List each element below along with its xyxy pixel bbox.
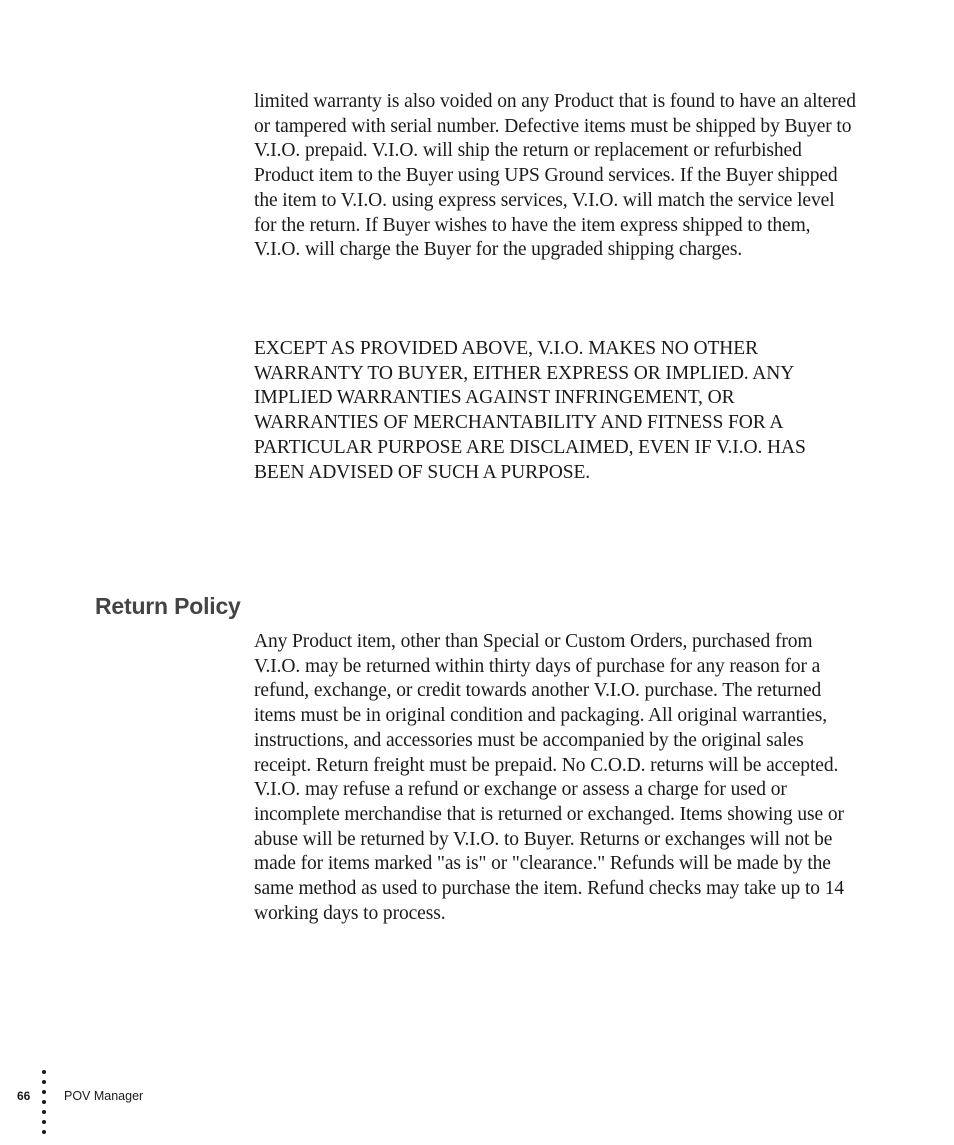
return-policy-paragraph: Any Product item, other than Special or Custom Orders, purchased from V.I.O. may be returned within thirty days of purchase for any reason for a refund, exchange, or credit towards another V.I.O. purchase. The returned items must be in original condition and packaging. All original warranties, instructions, and accessories must be accompanied by the original sales receipt. Return freight must be prepaid. No C.O.D. returns will be accepted. V.I.O. may refuse a refund or exchange or assess a charge for used or incomplete merchandise that is returned or exchanged. Items showing use or abuse will be returned by V.I.O. to Buyer. Returns or exchanges will not be made for items marked "as is" or "clearance." Refunds will be made by the same method as used to purchase the item. Refund checks may take up to 14 working days to process. [254, 631, 844, 924]
divider-dot [42, 1080, 46, 1084]
page-number: 66 [17, 1089, 31, 1103]
divider-dot [42, 1090, 46, 1094]
page-footer [0, 1066, 300, 1136]
divider-dot [42, 1120, 46, 1124]
document-title: POV Manager [64, 1089, 144, 1103]
divider-dot [42, 1070, 46, 1074]
divider-dot [42, 1100, 46, 1104]
dotted-divider-icon [42, 1070, 48, 1134]
divider-dot [42, 1130, 46, 1134]
divider-dot [42, 1110, 46, 1114]
return-policy-heading: Return Policy [95, 593, 241, 619]
warranty-disclaimer-paragraph: EXCEPT AS PROVIDED ABOVE, V.I.O. MAKES NO OTHER WARRANTY TO BUYER, EITHER EXPRESS OR IMPLIED. ANY IMPLIED WARRANTIES AGAINST INFRINGEMENT, OR WARRANTIES OF MERCHANTABILITY AND FITNESS FOR A PARTICULAR PURPOSE ARE DISCLAIMED, EVEN IF V.I.O. HAS BEEN ADVISED OF SUCH A PURPOSE. [254, 338, 806, 483]
warranty-continuation-paragraph: limited warranty is also voided on any Product that is found to have an altered or tampered with serial number. Defective items must be shipped by Buyer to V.I.O. prepaid. V.I.O. will ship the return or replacement or refurbished Product item to the Buyer using UPS Ground services. If the Buyer shipped the item to V.I.O. using express services, V.I.O. will match the service level for the return. If Buyer wishes to have the item express shipped to them, V.I.O. will charge the Buyer for the upgraded shipping charges. [254, 91, 856, 261]
